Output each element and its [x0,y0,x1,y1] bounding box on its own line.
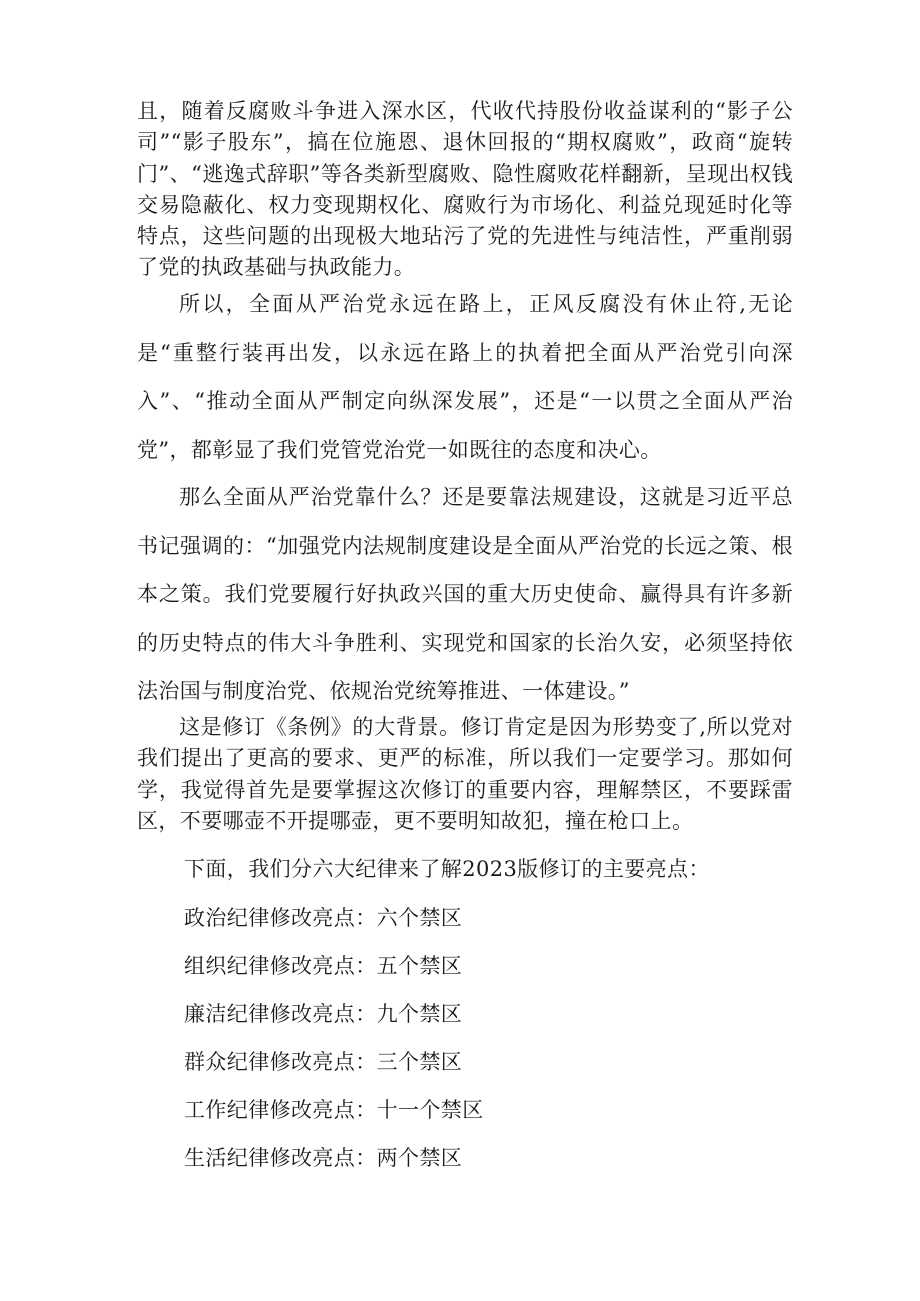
highlight-work-discipline: 工作纪律修改亮点：十一个禁区 [184,1098,484,1122]
highlight-integrity-discipline: 廉洁纪律修改亮点：九个禁区 [184,1002,463,1026]
highlight-mass-discipline: 群众纪律修改亮点：三个禁区 [184,1050,463,1074]
highlight-organizational-discipline: 组织纪律修改亮点：五个禁区 [184,954,463,978]
paragraph-revision-background: 这是修订《条例》的大背景。修订肯定是因为形势变了,所以党对我们提出了更高的要求、更严的标准，所以我们一定要学习。那如何学，我觉得首先是要掌握这次修订的重要内容，理解禁区，不要踩雷区，不要哪壶不开提哪壶，更不要明知故犯，撞在枪口上。 [137,715,793,833]
paragraph-corruption-background: 且，随着反腐败斗争进入深水区，代收代持股份收益谋利的“影子公司”“影子股东”，搞在位施恩、退休回报的“期权腐败”，政商“旋转门”、“逃逸式辞职”等各类新型腐败、隐性腐败花样翻新，呈现出权钱交易隐蔽化、权力变现期权化、腐败行为市场化、利益兑现延时化等特点，这些问题的出现极大地玷污了党的先进性与纯洁性，严重削弱了党的执政基础与执政能力。 [137,99,793,280]
highlight-life-discipline: 生活纪律修改亮点：两个禁区 [184,1146,463,1170]
paragraph-regulation-building: 那么全面从严治党靠什么？还是要靠法规建设，这就是习近平总书记强调的：“加强党内法规制度建设是全面从严治党的长远之策、根本之策。我们党要履行好执政兴国的重大历史使命、赢得具有许多新的历史特点的伟大斗争胜利、实现党和国家的长治久安，必须坚持依法治国与制度治党、依规治党统筹推进、一体建设。” [137,485,793,703]
highlight-political-discipline: 政治纪律修改亮点：六个禁区 [184,906,463,930]
paragraph-strict-governance: 所以，全面从严治党永远在路上，正风反腐没有休止符,无论是“重整行装再出发，以永远在路上的执着把全面从严治党引向深入”、“推动全面从严制定向纵深发展”，还是“一以贯之全面从严治党”，都彰显了我们党管党治党一如既往的态度和决心。 [137,292,793,462]
intro-line: 下面，我们分六大纪律来了解2023版修订的主要亮点： [184,857,710,881]
